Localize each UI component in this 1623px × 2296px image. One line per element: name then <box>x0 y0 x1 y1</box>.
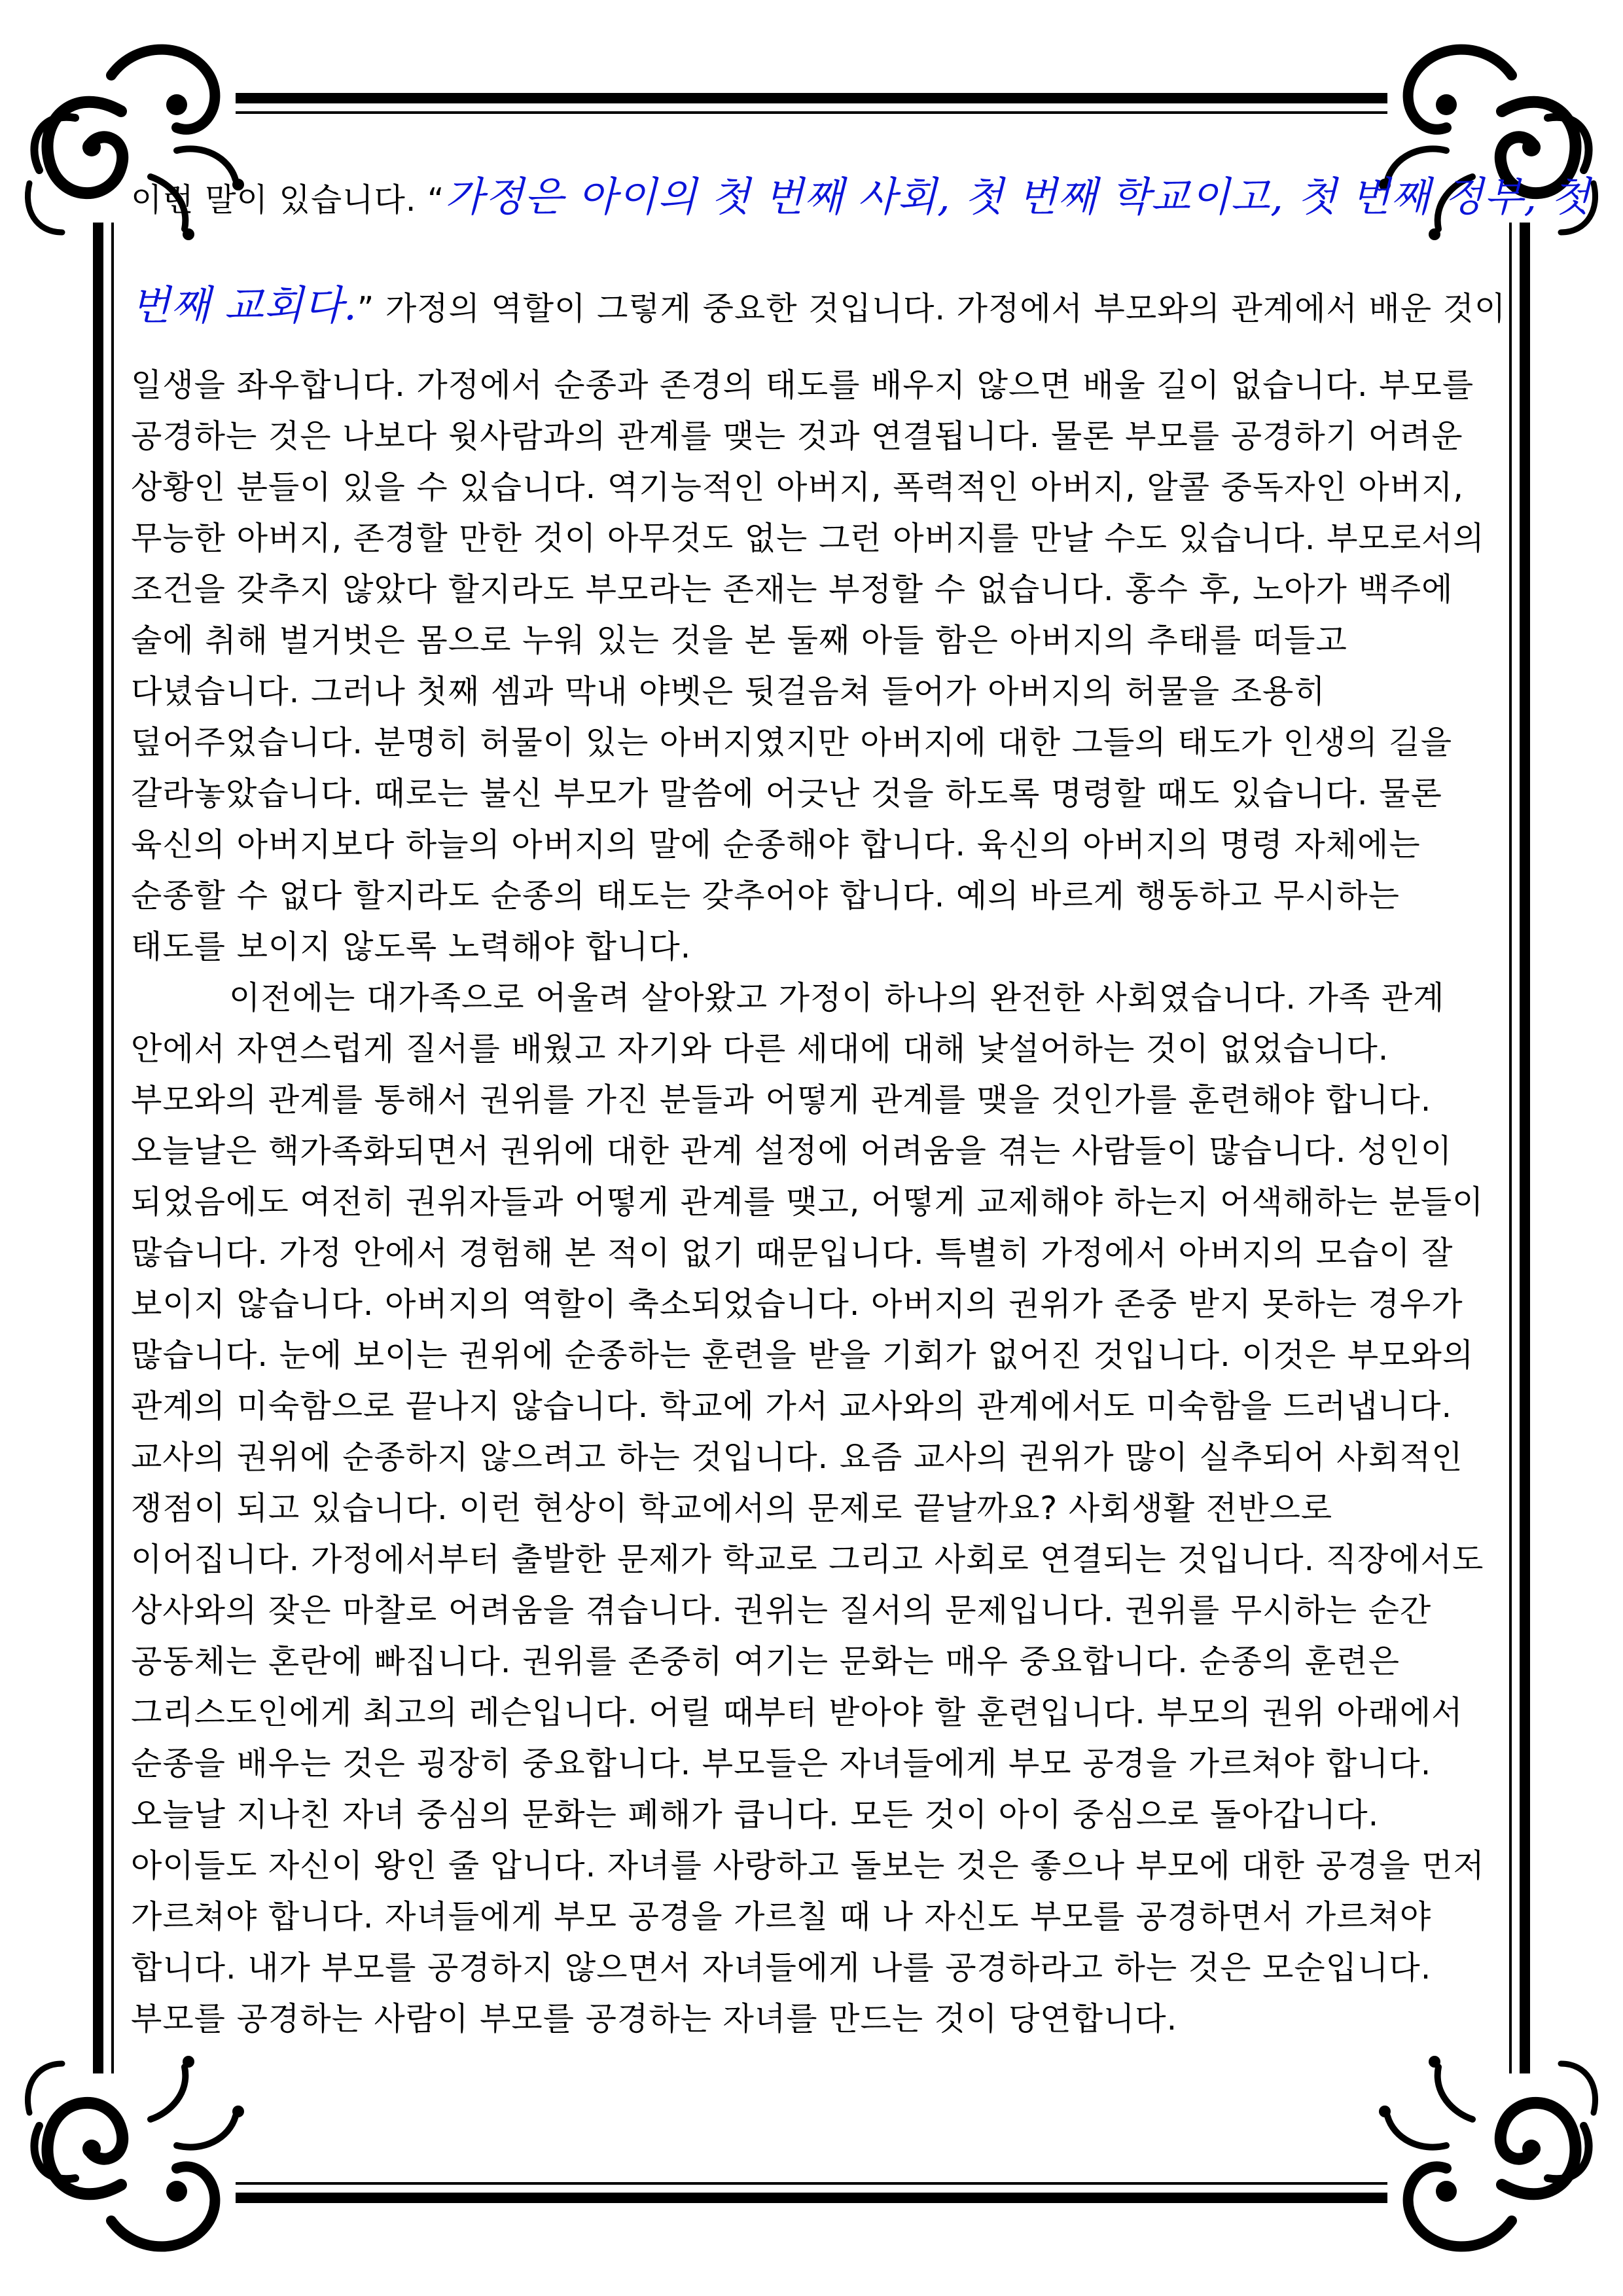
body-line: 일생을 좌우합니다. 가정에서 순종과 존경의 태도를 배우지 않으면 배울 길이 없습니다. 부모를 <box>131 367 1474 404</box>
document-body <box>131 143 1591 2045</box>
body-line: 덮어주었습니다. 분명히 허물이 있는 아버지였지만 아버지에 대한 그들의 태도가 인생의 길을 <box>131 724 1453 761</box>
quote-line-2-rest: ” 가정의 역할이 그렇게 중요한 것입니다. 가정에서 부모와의 관계에서 배운 것이 <box>357 290 1507 327</box>
body-line: 합니다. 내가 부모를 공경하지 않으면서 자녀들에게 나를 공경하라고 하는 것은 모순입니다. <box>131 1949 1432 1986</box>
body-line: 육신의 아버지보다 하늘의 아버지의 말에 순종해야 합니다. 육신의 아버지의 명령 자체에는 <box>131 826 1421 863</box>
body-line: 부모를 공경하는 사람이 부모를 공경하는 자녀를 만드는 것이 당연합니다. <box>131 2000 1178 2037</box>
body-line: 태도를 보이지 않도록 노력해야 합니다. <box>131 928 692 965</box>
body-line: 순종할 수 없다 할지라도 순종의 태도는 갖추어야 합니다. 예의 바르게 행동하고 무시하는 <box>131 877 1400 914</box>
quote-line-2 <box>131 251 1507 360</box>
body-line: 되었음에도 여전히 권위자들과 어떻게 관계를 맺고, 어떻게 교제해야 하는지 어색해하는 분들이 <box>131 1183 1484 1221</box>
body-line: 갈라놓았습니다. 때로는 불신 부모가 말씀에 어긋난 것을 하도록 명령할 때도 있습니다. 물론 <box>131 775 1442 812</box>
body-line: 안에서 자연스럽게 질서를 배웠고 자기와 다른 세대에 대해 낯설어하는 것이 없었습니다. <box>131 1030 1389 1067</box>
body-line: 오늘날은 핵가족화되면서 권위에 대한 관계 설정에 어려움을 겪는 사람들이 많습니다. 성인이 <box>131 1132 1453 1170</box>
body-line: 오늘날 지나친 자녀 중심의 문화는 폐해가 큽니다. 모든 것이 아이 중심으로 돌아갑니다. <box>131 1796 1380 1833</box>
body-line: 술에 취해 벌거벗은 몸으로 누워 있는 것을 본 둘째 아들 함은 아버지의 추태를 떠들고 <box>131 622 1347 659</box>
body-line: 다녔습니다. 그러나 첫째 셈과 막내 야벳은 뒷걸음쳐 들어가 아버지의 허물을 조용히 <box>131 673 1326 710</box>
body-line: 이어집니다. 가정에서부터 출발한 문제가 학교로 그리고 사회로 연결되는 것입니다. 직장에서도 <box>131 1541 1484 1578</box>
quote-line-1 <box>131 143 1591 251</box>
body-line: 무능한 아버지, 존경할 만한 것이 아무것도 없는 그런 아버지를 만날 수도 있습니다. 부모로서의 <box>131 520 1485 557</box>
body-line: 아이들도 자신이 왕인 줄 압니다. 자녀를 사랑하고 돌보는 것은 좋으나 부모에 대한 공경을 먼저 <box>131 1847 1485 1884</box>
body-line: 많습니다. 눈에 보이는 권위에 순종하는 훈련을 받을 기회가 없어진 것입니다. 이것은 부모와의 <box>131 1336 1474 1374</box>
body-line: 가르쳐야 합니다. 자녀들에게 부모 공경을 가르칠 때 나 자신도 부모를 공경하면서 가르쳐야 <box>131 1898 1432 1935</box>
body-line: 조건을 갖추지 않았다 할지라도 부모라는 존재는 부정할 수 없습니다. 홍수 후, 노아가 백주에 <box>131 571 1454 608</box>
corner-ornament-bottom-left <box>27 2056 244 2270</box>
body-line: 관계의 미숙함으로 끝나지 않습니다. 학교에 가서 교사와의 관계에서도 미숙함을 드러냅니다. <box>131 1388 1453 1425</box>
body-line: 많습니다. 가정 안에서 경험해 본 적이 없기 때문입니다. 특별히 가정에서 아버지의 모습이 잘 <box>131 1234 1454 1272</box>
body-line: 상사와의 잦은 마찰로 어려움을 겪습니다. 권위는 질서의 문제입니다. 권위를 무시하는 순간 <box>131 1592 1432 1629</box>
body-line: 이전에는 대가족으로 어울려 살아왔고 가정이 하나의 완전한 사회였습니다. 가족 관계 <box>131 979 1445 1016</box>
quote-text-1: 가정은 아이의 첫 번째 사회, 첫 번째 학교이고, 첫 번째 정부, 첫 <box>444 173 1591 221</box>
body-line: 상황인 분들이 있을 수 있습니다. 역기능적인 아버지, 폭력적인 아버지, 알콜 중독자인 아버지, <box>131 469 1464 506</box>
body-line: 순종을 배우는 것은 굉장히 중요합니다. 부모들은 자녀들에게 부모 공경을 가르쳐야 합니다. <box>131 1745 1432 1782</box>
body-line: 쟁점이 되고 있습니다. 이런 현상이 학교에서의 문제로 끝날까요? 사회생활 전반으로 <box>131 1490 1333 1527</box>
quote-intro: 이런 말이 있습니다. “ <box>131 181 445 219</box>
body-line: 교사의 권위에 순종하지 않으려고 하는 것입니다. 요즘 교사의 권위가 많이 실추되어 사회적인 <box>131 1439 1463 1476</box>
body-line: 공동체는 혼란에 빠집니다. 권위를 존중히 여기는 문화는 매우 중요합니다. 순종의 훈련은 <box>131 1643 1400 1680</box>
body-line: 부모와의 관계를 통해서 권위를 가진 분들과 어떻게 관계를 맺을 것인가를 훈련해야 합니다. <box>131 1081 1432 1119</box>
quote-text-2: 번째 교회다. <box>131 281 357 329</box>
body-line: 공경하는 것은 나보다 윗사람과의 관계를 맺는 것과 연결됩니다. 물론 부모를 공경하기 어려운 <box>131 418 1463 455</box>
body-line: 보이지 않습니다. 아버지의 역할이 축소되었습니다. 아버지의 권위가 존중 받지 못하는 경우가 <box>131 1285 1463 1323</box>
body-line: 그리스도인에게 최고의 레슨입니다. 어릴 때부터 받아야 할 훈련입니다. 부모의 권위 아래에서 <box>131 1694 1463 1731</box>
body-text <box>131 360 1485 2045</box>
corner-ornament-bottom-right <box>1379 2056 1596 2270</box>
